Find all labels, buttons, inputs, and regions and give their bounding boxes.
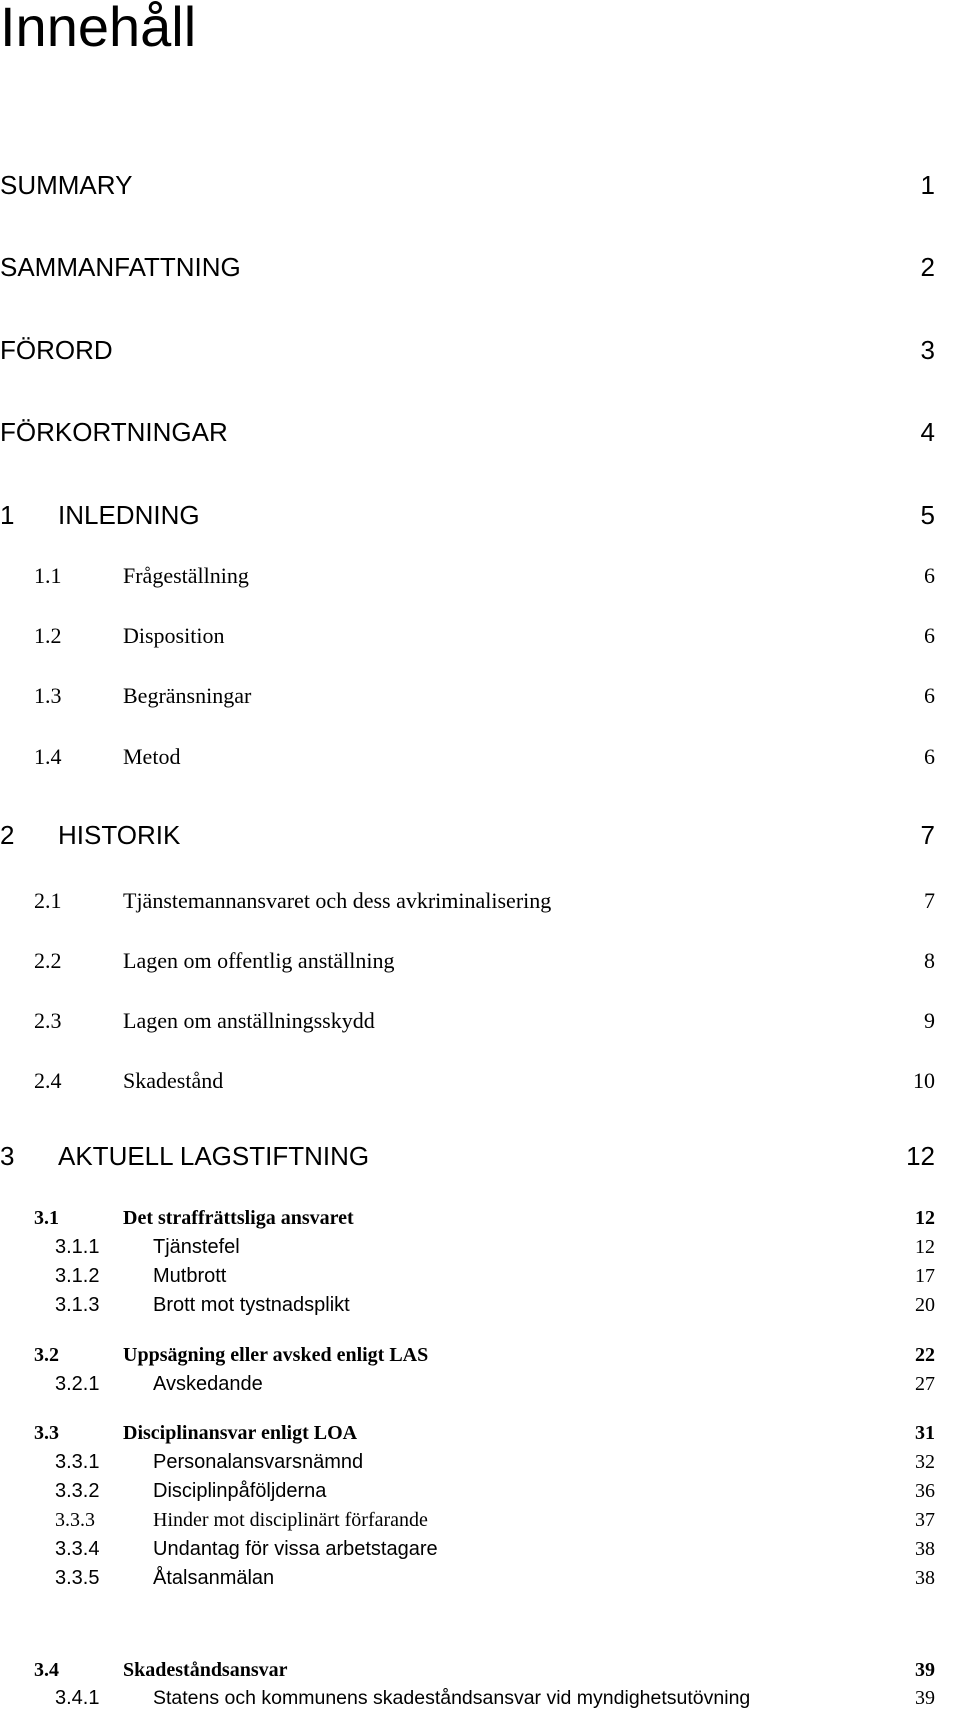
toc-number: 3.3.2 xyxy=(55,1480,100,1502)
toc-number: 3.1.3 xyxy=(55,1294,100,1316)
toc-label: SUMMARY xyxy=(0,170,133,200)
toc-page: 1 xyxy=(920,170,935,200)
toc-number: 3.3.4 xyxy=(55,1538,100,1560)
toc-section-2-2[interactable] xyxy=(0,944,960,978)
toc-label: FÖRKORTNINGAR xyxy=(0,417,228,447)
toc-page: 2 xyxy=(920,252,935,282)
toc-page: 38 xyxy=(915,1538,935,1560)
toc-number: 2.2 xyxy=(34,948,62,973)
toc-section-3-1[interactable] xyxy=(0,1204,960,1232)
toc-page: 7 xyxy=(924,888,935,913)
toc-subsection-3-3-4[interactable] xyxy=(0,1535,960,1563)
toc-section-2-1[interactable] xyxy=(0,884,960,918)
toc-page: 17 xyxy=(915,1265,935,1287)
toc-number: 3.3 xyxy=(34,1422,59,1444)
toc-label: Tjänstefel xyxy=(153,1236,240,1258)
toc-number: 1.3 xyxy=(34,683,62,708)
toc-label: Disciplinpåföljderna xyxy=(153,1480,327,1502)
toc-page: 6 xyxy=(924,623,935,648)
toc-label: HISTORIK xyxy=(58,820,181,850)
toc-page: 22 xyxy=(915,1344,935,1366)
toc-entry-summary[interactable] xyxy=(0,165,960,205)
toc-page: 39 xyxy=(915,1687,935,1709)
toc-subsection-3-4-1[interactable] xyxy=(0,1684,960,1712)
toc-page: 39 xyxy=(915,1659,935,1681)
toc-label: INLEDNING xyxy=(58,500,200,530)
toc-label: Hinder mot disciplinärt förfarande xyxy=(153,1509,428,1531)
toc-chapter-1[interactable] xyxy=(0,495,960,535)
toc-page: 38 xyxy=(915,1567,935,1589)
toc-section-2-3[interactable] xyxy=(0,1004,960,1038)
toc-label: Skadeståndsansvar xyxy=(123,1659,288,1681)
toc-page: 12 xyxy=(906,1141,935,1171)
toc-page: 31 xyxy=(915,1422,935,1444)
toc-label: Disposition xyxy=(123,623,225,648)
toc-section-3-2[interactable] xyxy=(0,1341,960,1369)
toc-label: FÖRORD xyxy=(0,335,113,365)
toc-label: Disciplinansvar enligt LOA xyxy=(123,1422,358,1444)
toc-number: 1.2 xyxy=(34,623,62,648)
toc-subsection-3-3-5[interactable] xyxy=(0,1564,960,1592)
toc-chapter-2[interactable] xyxy=(0,815,960,855)
toc-label: Skadestånd xyxy=(123,1068,224,1093)
toc-subsection-3-3-1[interactable] xyxy=(0,1448,960,1476)
toc-label: Statens och kommunens skadeståndsansvar vid myndighetsutövning xyxy=(153,1687,751,1709)
toc-page: 6 xyxy=(924,563,935,588)
toc-page: 6 xyxy=(924,744,935,769)
toc-subsection-3-1-2[interactable] xyxy=(0,1262,960,1290)
toc-section-3-4[interactable] xyxy=(0,1656,960,1684)
toc-subsection-3-1-1[interactable] xyxy=(0,1233,960,1261)
toc-entry-forkortningar[interactable] xyxy=(0,412,960,452)
toc-page: 3 xyxy=(920,335,935,365)
toc-number: 2.4 xyxy=(34,1068,62,1093)
toc-label: AKTUELL LAGSTIFTNING xyxy=(58,1141,370,1171)
toc-label: Lagen om offentlig anställning xyxy=(123,948,395,973)
toc-label: Metod xyxy=(123,744,181,769)
toc-chapter-3[interactable] xyxy=(0,1136,960,1176)
toc-label: Frågeställning xyxy=(123,563,249,588)
toc-number: 3.2 xyxy=(34,1344,59,1366)
toc-label: Undantag för vissa arbetstagare xyxy=(153,1538,438,1560)
toc-section-1-1[interactable] xyxy=(0,559,960,593)
toc-label: SAMMANFATTNING xyxy=(0,252,241,282)
toc-section-1-4[interactable] xyxy=(0,740,960,774)
toc-number: 3.2.1 xyxy=(55,1373,100,1395)
toc-subsection-3-3-3[interactable] xyxy=(0,1506,960,1534)
toc-section-2-4[interactable] xyxy=(0,1064,960,1098)
toc-page: 12 xyxy=(915,1207,935,1229)
toc-number: 3.3.5 xyxy=(55,1567,100,1589)
toc-label: Det straffrättsliga ansvaret xyxy=(123,1207,354,1229)
toc-page: 10 xyxy=(913,1068,935,1093)
toc-page: 4 xyxy=(920,417,935,447)
toc-label: Åtalsanmälan xyxy=(153,1567,275,1589)
toc-page: 37 xyxy=(915,1509,935,1531)
toc-label: Lagen om anställningsskydd xyxy=(123,1008,375,1033)
page-title: Innehåll xyxy=(0,0,197,58)
toc-label: Brott mot tystnadsplikt xyxy=(153,1294,350,1316)
toc-section-1-2[interactable] xyxy=(0,619,960,653)
toc-label: Personalansvarsnämnd xyxy=(153,1451,364,1473)
toc-number: 1.1 xyxy=(34,563,62,588)
toc-number: 3.1.1 xyxy=(55,1236,100,1258)
toc-number: 2.1 xyxy=(34,888,62,913)
toc-label: Begränsningar xyxy=(123,683,252,708)
toc-number: 3.4.1 xyxy=(55,1687,100,1709)
toc-page: 36 xyxy=(915,1480,935,1502)
toc-page: 5 xyxy=(920,500,935,530)
toc-subsection-3-1-3[interactable] xyxy=(0,1291,960,1319)
toc-number: 2.3 xyxy=(34,1008,62,1033)
toc-number: 1 xyxy=(0,500,15,530)
toc-label: Uppsägning eller avsked enligt LAS xyxy=(123,1344,429,1366)
toc-subsection-3-2-1[interactable] xyxy=(0,1370,960,1398)
toc-entry-forord[interactable] xyxy=(0,330,960,370)
toc-number: 3.3.1 xyxy=(55,1451,100,1473)
toc-number: 3.1 xyxy=(34,1207,59,1229)
toc-section-3-3[interactable] xyxy=(0,1419,960,1447)
toc-page: 12 xyxy=(915,1236,935,1258)
toc-number: 3.4 xyxy=(34,1659,59,1681)
toc-number: 3.3.3 xyxy=(55,1509,95,1531)
toc-section-1-3[interactable] xyxy=(0,679,960,713)
toc-label: Avskedande xyxy=(153,1373,263,1395)
toc-number: 3 xyxy=(0,1141,15,1171)
toc-label: Tjänstemannansvaret och dess avkriminalisering xyxy=(123,888,552,913)
toc-number: 2 xyxy=(0,820,15,850)
toc-entry-sammanfattning[interactable] xyxy=(0,247,960,287)
toc-page: 7 xyxy=(920,820,935,850)
toc-page: 6 xyxy=(924,683,935,708)
toc-page: 27 xyxy=(915,1373,935,1395)
toc-page: 8 xyxy=(924,948,935,973)
toc-page: 32 xyxy=(915,1451,935,1473)
toc-label: Mutbrott xyxy=(153,1265,227,1287)
toc-subsection-3-3-2[interactable] xyxy=(0,1477,960,1505)
toc-number: 3.1.2 xyxy=(55,1265,100,1287)
toc-page: 20 xyxy=(915,1294,935,1316)
toc-page: 9 xyxy=(924,1008,935,1033)
toc-number: 1.4 xyxy=(34,744,62,769)
